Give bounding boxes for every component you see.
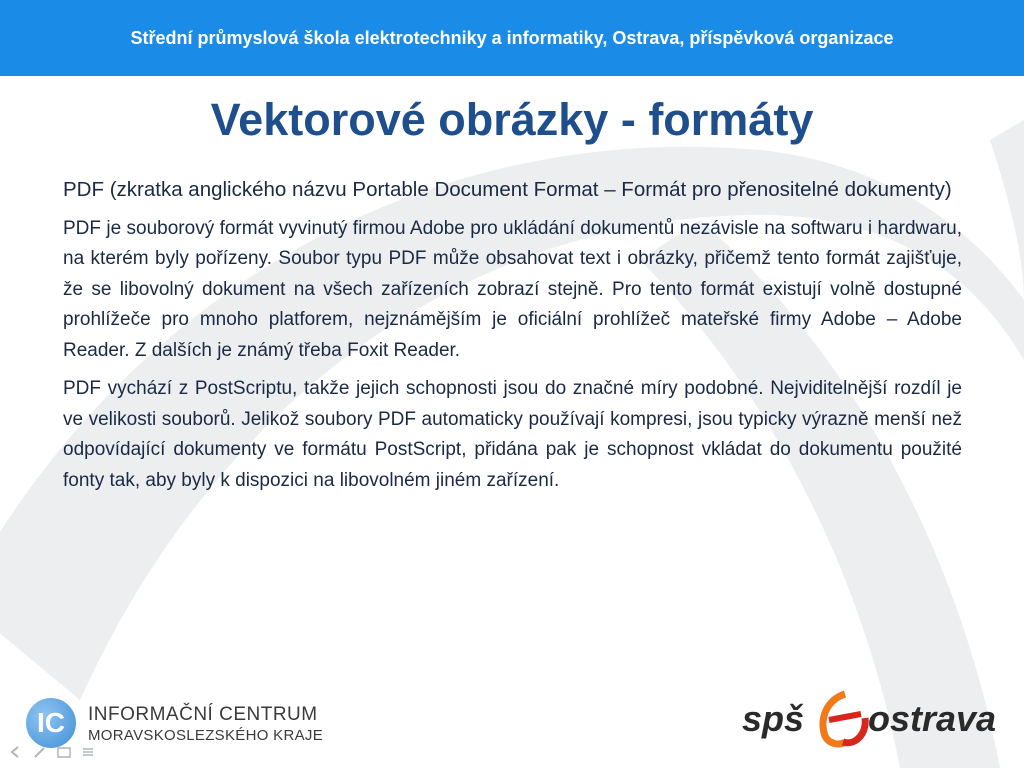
ic-line2: MORAVSKOSLEZSKÉHO KRAJE bbox=[88, 727, 324, 744]
logo-mark-icon bbox=[815, 690, 871, 748]
arrow-left-icon[interactable] bbox=[8, 744, 24, 760]
paragraph-pdf-definition: PDF (zkratka anglického názvu Portable Document Format – Formát pro přenositelné dokumenty) bbox=[63, 178, 952, 201]
pen-icon[interactable] bbox=[32, 744, 48, 760]
menu-icon[interactable] bbox=[80, 744, 96, 760]
school-name: Střední průmyslová škola elektrotechniky a informatiky, Ostrava, příspěvková organizace bbox=[130, 27, 894, 48]
logo-ostrava-text: ostrava bbox=[868, 698, 997, 739]
ic-line1: INFORMAČNÍ CENTRUM bbox=[88, 704, 318, 725]
sps-ostrava-logo bbox=[742, 690, 997, 750]
ic-logo bbox=[26, 696, 346, 748]
slide-navigation bbox=[8, 744, 96, 762]
paragraph-pdf-postscript: PDF vychází z PostScriptu, takže jejich schopnosti jsou do značné míry podobné. Nejviditelnější rozdíl je ve velikosti souborů. Jelikož soubory PDF automaticky používají kompresi, jsou typicky výrazně menší než odpovídající dokumenty ve formátu PostScript, přidána pak je schopnost vkládat do dokumentu použité fonty tak, aby byly k dispozici na libovolném jiném zařízení. bbox=[63, 378, 962, 491]
ic-circle-icon bbox=[26, 698, 76, 748]
ic-letters: IC bbox=[37, 707, 65, 738]
slide-title: Vektorové obrázky - formáty bbox=[210, 94, 814, 145]
logo-sps-text: spš bbox=[742, 698, 805, 739]
header-bar bbox=[0, 0, 1024, 76]
slide-content bbox=[63, 175, 962, 504]
slides-icon[interactable] bbox=[56, 744, 72, 760]
paragraph-pdf-description: PDF je souborový formát vyvinutý firmou Adobe pro ukládání dokumentů nezávisle na softwaru i hardwaru, na kterém byly pořízeny. Soubor typu PDF může obsahovat text i obrázky, přičemž tento formát zajišťuje, že se libovolný dokument na všech zařízeních zobrazí stejně. Pro tento formát existují volně dostupné prohlížeče pro mnoho platforem, nejznámějším je oficiální prohlížeč mateřské firmy Adobe – Adobe Reader. Z dalších je známý třeba Foxit Reader. bbox=[63, 217, 962, 361]
